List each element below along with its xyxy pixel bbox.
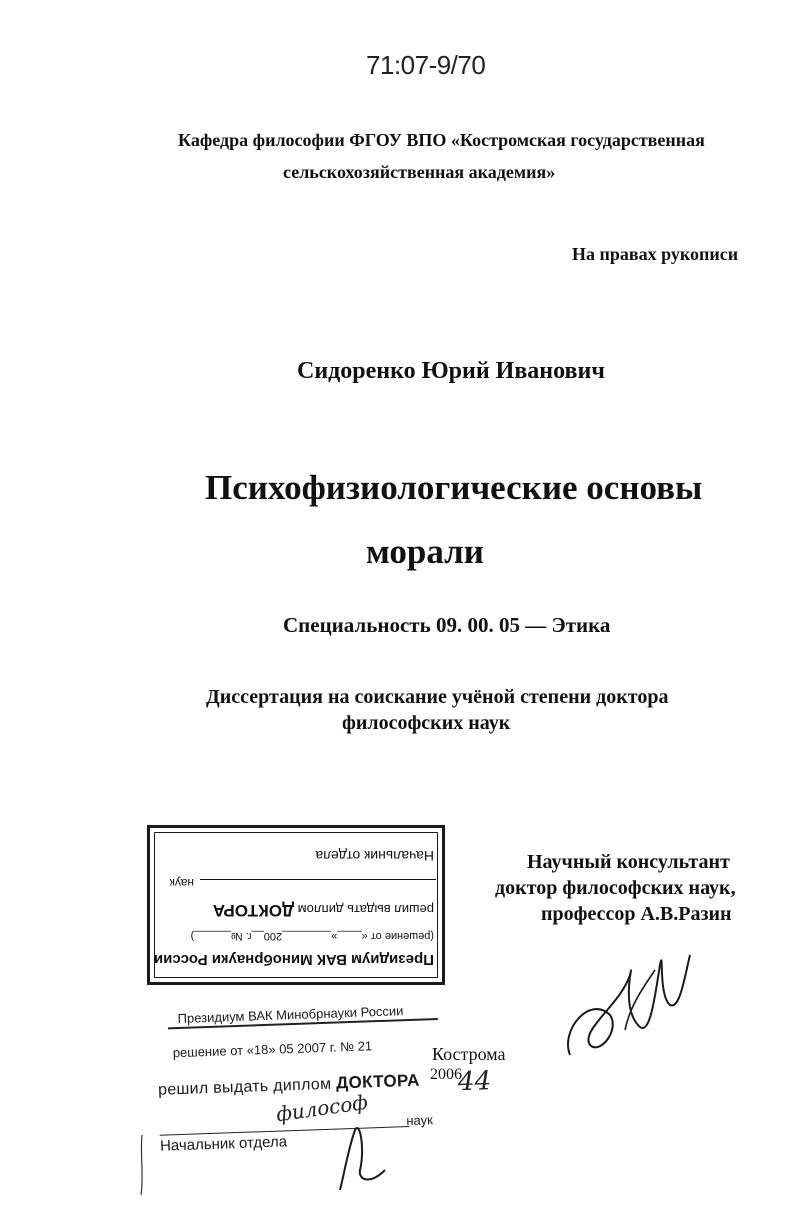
title-line-1: Психофизиологические основы — [205, 468, 703, 507]
stamp2-diploma-line — [158, 1071, 420, 1100]
stamp-field-line — [200, 879, 436, 880]
consultant-signature-icon — [560, 935, 700, 1085]
stamp2-diploma-prefix: решил выдать диплом — [157, 1075, 332, 1099]
stamp-science: наук — [169, 876, 194, 890]
consultant-line-3: профессор А.В.Разин — [541, 903, 732, 925]
margin-mark-icon — [132, 1130, 152, 1200]
stamp2-science: наук — [406, 1112, 434, 1129]
handwritten-field: философ — [274, 1089, 370, 1127]
stamp-signature-icon — [320, 1110, 400, 1200]
stamp-head: Начальник отдела — [315, 848, 434, 864]
city: Кострома — [432, 1044, 506, 1064]
consultant-line-2: доктор философских наук, — [495, 877, 736, 899]
stamp2-decision: решение от «18» 05 2007 г. № 21 — [172, 1038, 373, 1061]
stamp2-issuer: Президиум ВАК Минобрнауки России — [177, 1003, 404, 1027]
title-line-2: морали — [366, 532, 484, 571]
year: 2006 — [430, 1066, 462, 1083]
dissertation-line-1: Диссертация на соискание учёной степени доктора — [206, 686, 669, 708]
stamp2-diploma-degree: ДОКТОРА — [335, 1070, 420, 1093]
specialty: Специальность 09. 00. 05 — Этика — [283, 613, 611, 637]
dissertation-line-2: философских наук — [342, 712, 511, 734]
author-name: Сидоренко Юрий Иванович — [297, 358, 605, 384]
organization-line-2: сельскохозяйственная академия» — [283, 162, 556, 182]
stamp-diploma-line — [213, 900, 434, 920]
stamp-diploma-degree: ДОКТОРА — [212, 901, 295, 920]
document-code: 71:07-9/70 — [366, 50, 486, 80]
stamp-diploma-prefix: решил выдать диплом — [297, 902, 434, 917]
consultant-line-1: Научный консультант — [527, 851, 730, 873]
stamp-issuer: Президиум ВАК Минобрнауки России — [153, 951, 434, 968]
organization-line-1: Кафедра философии ФГОУ ВПО «Костромская государственная — [178, 130, 705, 150]
stamp-decision: (решение от «____»________200__г. №______) — [190, 930, 434, 942]
handwritten-number: 44 — [457, 1066, 492, 1098]
vak-stamp-upside-down — [147, 825, 445, 985]
stamp2-head: Начальник отдела — [159, 1133, 288, 1155]
rights-note: На правах рукописи — [572, 244, 739, 264]
